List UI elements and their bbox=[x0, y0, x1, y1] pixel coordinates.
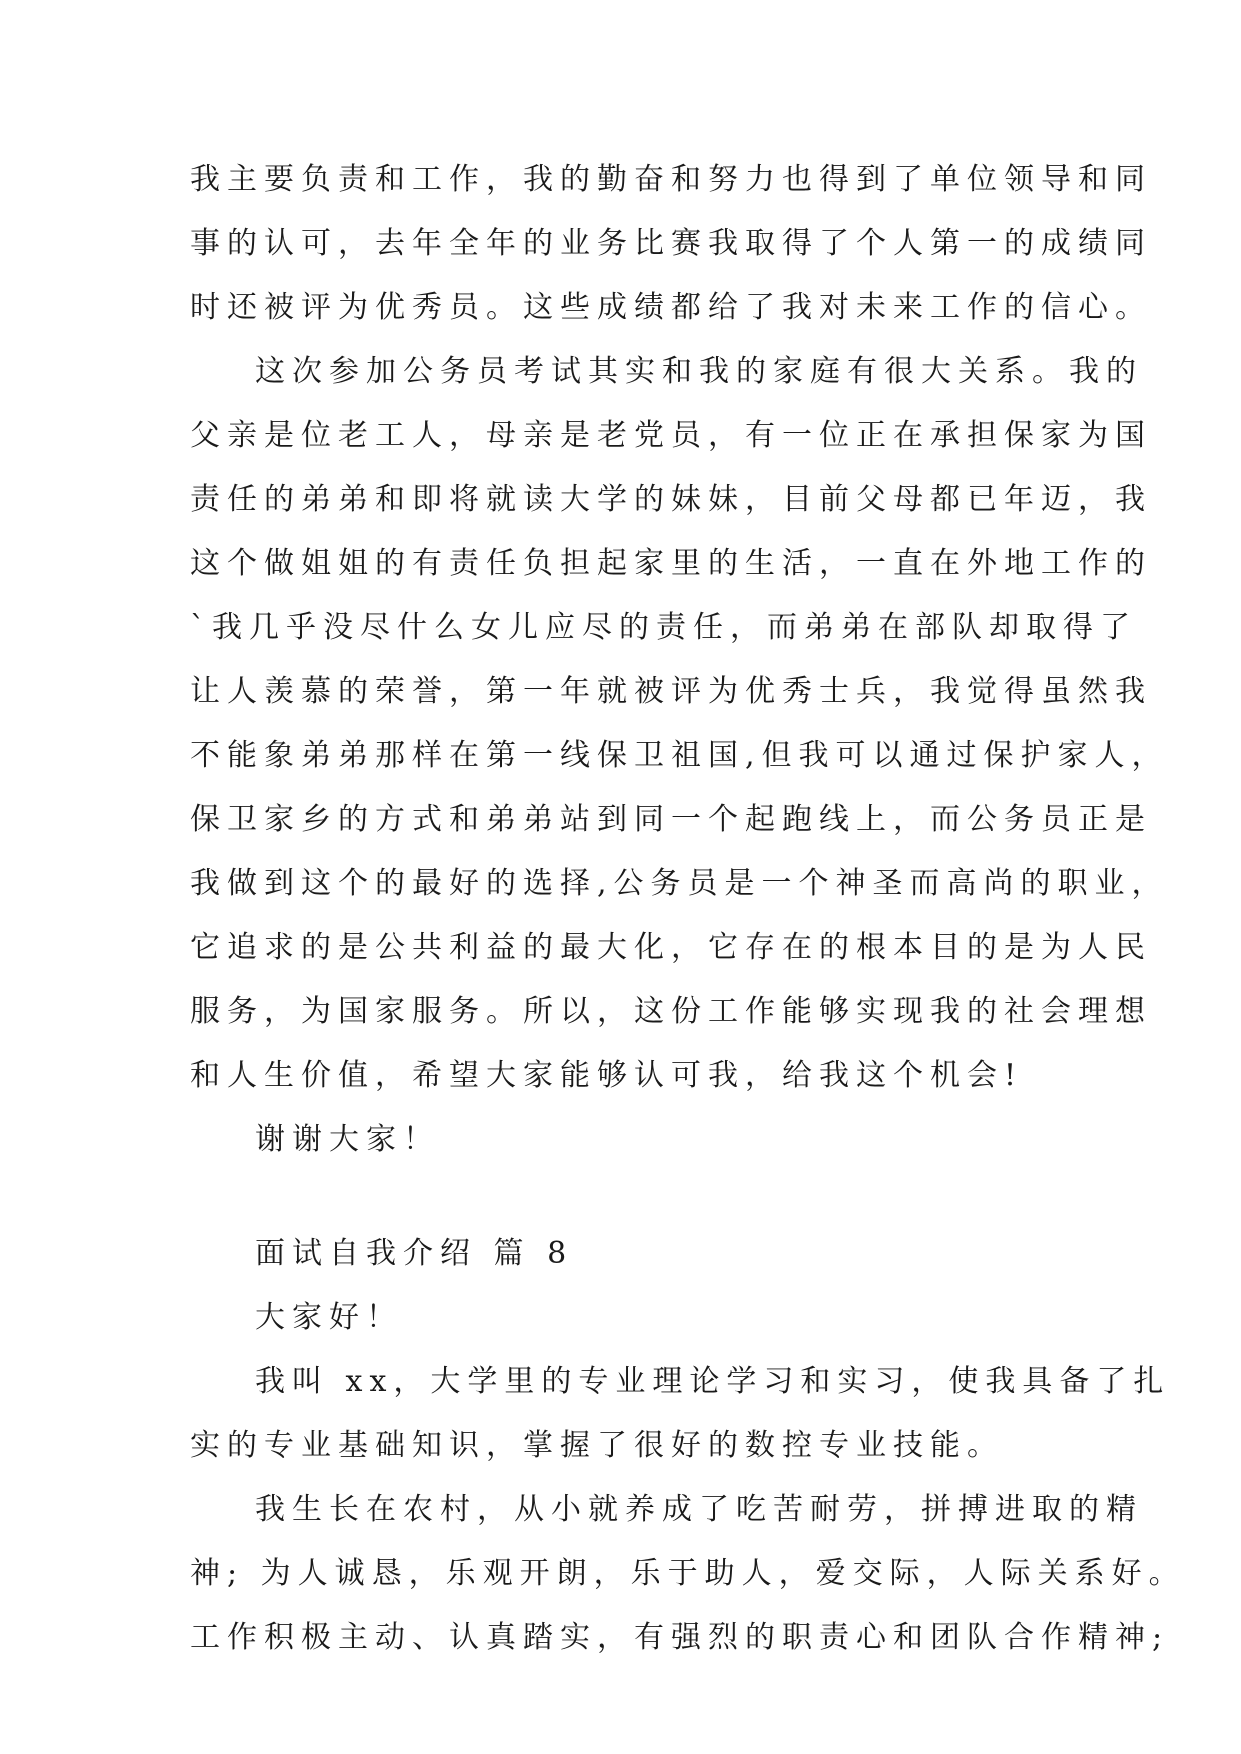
section-heading: 面试自我介绍 篇 8 bbox=[255, 1236, 574, 1271]
paragraph-line: 实的专业基础知识，掌握了很好的数控专业技能。 bbox=[190, 1428, 1004, 1463]
paragraph-line: 责任的弟弟和即将就读大学的妹妹，目前父母都已年迈，我 bbox=[190, 482, 1152, 517]
paragraph-line: `我几乎没尽什么女儿应尽的责任，而弟弟在部队却取得了 bbox=[190, 610, 1137, 645]
paragraph-line: 我做到这个的最好的选择,公务员是一个神圣而高尚的职业， bbox=[190, 866, 1169, 901]
paragraph-line: 这个做姐姐的有责任负担起家里的生活，一直在外地工作的 bbox=[190, 546, 1152, 581]
paragraph-line: 服务，为国家服务。所以，这份工作能够实现我的社会理想 bbox=[190, 994, 1152, 1029]
paragraph-line: 时还被评为优秀员。这些成绩都给了我对未来工作的信心。 bbox=[190, 290, 1152, 325]
paragraph-line: 父亲是位老工人，母亲是老党员，有一位正在承担保家为国 bbox=[190, 418, 1152, 453]
paragraph-line: 这次参加公务员考试其实和我的家庭有很大关系。我的 bbox=[255, 354, 1143, 389]
paragraph-line: 不能象弟弟那样在第一线保卫祖国,但我可以通过保护家人， bbox=[190, 738, 1169, 773]
greeting: 大家好！ bbox=[255, 1300, 403, 1335]
paragraph-line: 神; 为人诚恳，乐观开朗，乐于助人，爱交际，人际关系好。 bbox=[190, 1556, 1186, 1591]
paragraph-line: 事的认可，去年全年的业务比赛我取得了个人第一的成绩同 bbox=[190, 226, 1152, 261]
paragraph-line: 我主要负责和工作，我的勤奋和努力也得到了单位领导和同 bbox=[190, 162, 1152, 197]
closing-thanks: 谢谢大家！ bbox=[255, 1122, 440, 1157]
paragraph-line: 让人羡慕的荣誉，第一年就被评为优秀士兵，我觉得虽然我 bbox=[190, 674, 1152, 709]
paragraph-line: 我叫 xx，大学里的专业理论学习和实习，使我具备了扎 bbox=[255, 1364, 1171, 1399]
paragraph-line: 我生长在农村，从小就养成了吃苦耐劳，拼搏进取的精 bbox=[255, 1492, 1143, 1527]
paragraph-line: 和人生价值，希望大家能够认可我，给我这个机会! bbox=[190, 1058, 1024, 1093]
paragraph-line: 保卫家乡的方式和弟弟站到同一个起跑线上，而公务员正是 bbox=[190, 802, 1152, 837]
paragraph-line: 它追求的是公共利益的最大化，它存在的根本目的是为人民 bbox=[190, 930, 1152, 965]
paragraph-line: 工作积极主动、认真踏实，有强烈的职责心和团队合作精神; bbox=[190, 1620, 1170, 1655]
